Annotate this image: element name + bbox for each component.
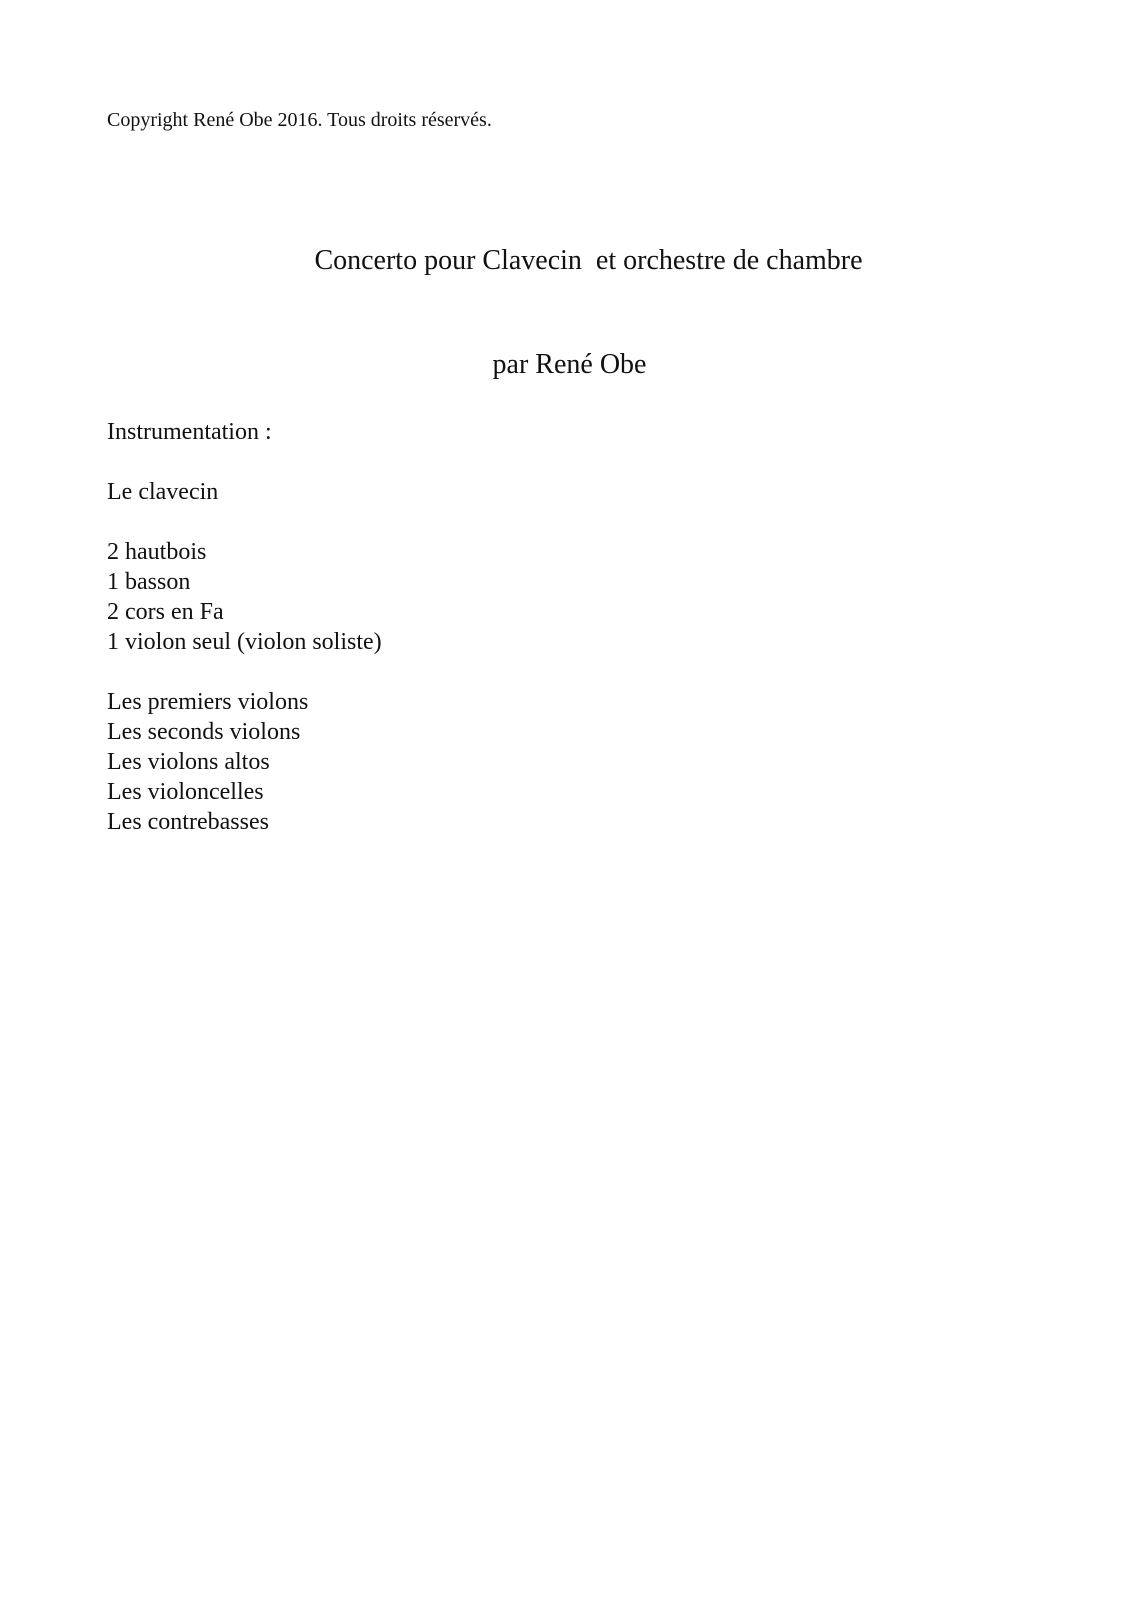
winds-and-soloist-list — [107, 537, 382, 657]
solo-instrument: Le clavecin — [107, 479, 219, 505]
document-title: Concerto pour Clavecin et orchestre de chambre — [314, 245, 863, 276]
strings-list — [107, 687, 308, 837]
instrument-line: 1 basson — [107, 569, 191, 595]
instrument-line: 2 cors en Fa — [107, 599, 224, 625]
instrument-line: Les violoncelles — [107, 779, 264, 805]
author-line: par René Obe — [492, 349, 647, 380]
copyright-notice: Copyright René Obe 2016. Tous droits réservés. — [107, 109, 492, 131]
instrument-line: 2 hautbois — [107, 539, 207, 565]
instrument-line: Les contrebasses — [107, 809, 269, 835]
instrument-line: Les violons altos — [107, 749, 270, 775]
instrumentation-heading: Instrumentation : — [107, 419, 272, 445]
instrument-line: Les premiers violons — [107, 689, 309, 715]
instrument-line: 1 violon seul (violon soliste) — [107, 629, 382, 655]
instrument-line: Les seconds violons — [107, 719, 301, 745]
